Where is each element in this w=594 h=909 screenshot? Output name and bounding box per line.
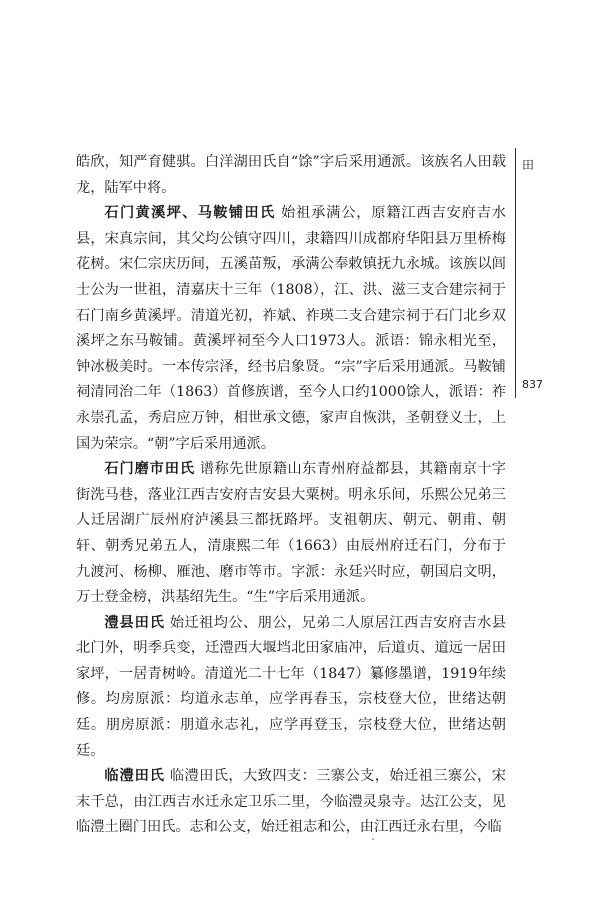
paragraph-shimen-huangxiping — [76, 201, 506, 457]
paragraph-body: 始迁祖均公、朋公，兄弟二人原居江西吉安府吉水县北门外，明季兵变，迁澧西大堰垱北田家庙冲，后道贞、道远一居田家坪，一居青树岭。清道光二十七年（1847）纂修墨谱，1919年续修。均房原派：均道永志单，应学再春玉，宗枝登大位，世绪达朝廷。朋房原派：朋道永志礼，应学再登玉，宗枝登大位，世绪达朝廷。 — [76, 614, 506, 759]
paragraph-heading: 临澧田氏 — [104, 768, 165, 785]
footer-dot — [372, 838, 374, 840]
section-marker: 田 — [522, 158, 535, 172]
paragraph-heading: 石门黄溪坪、马鞍铺田氏 — [104, 205, 276, 222]
paragraph-body: 皓欣，知严育健骐。白洋湖田氏自“馀”字后采用通派。该族名人田载龙，陆军中将。 — [76, 154, 506, 196]
paragraph-continuation — [76, 150, 506, 201]
paragraph-body: 谱称先世原籍山东青州府益都县，其籍南京十字街洗马巷，落业江西吉安府吉安县大粟树。明永乐间，乐熙公兄弟三人迁居湖广辰州府泸溪县三都抚路坪。支祖朝庆、朝元、朝甫、朝轩、朝秀兄弟五人，清康熙二年（1663）由辰州府迁石门，分布于九渡河、杨柳、雁池、磨市等市。字派：永廷兴时应，朝国启文明，万士登金榜，洪基绍先生。“生”字后采用通派。 — [76, 461, 506, 606]
paragraph-lixian — [76, 611, 506, 765]
main-text-column — [76, 150, 506, 841]
paragraph-linli — [76, 764, 506, 841]
paragraph-body: 临澧田氏，大致四支：三寨公支，始迁祖三寨公，宋末千总，由江西吉水迁永定卫乐二里，今临澧灵泉寺。达江公支，见临澧土圈门田氏。志和公支，始迁祖志和公，由江西迁永右里，今临 — [76, 768, 506, 836]
paragraph-body: 始祖承满公，原籍江西吉安府吉水县，宋真宗间，其父均公镇守四川，隶籍四川成都府华阳县万里桥梅花树。宋仁宗庆历间，五溪苗叛，承满公奉敕镇抚九永城。该族以闾士公为一世祖，清嘉庆十三年（1808），江、洪、滋三支合建宗祠于石门南乡黄溪坪。清道光初，祚斌、祚瑛二支合建宗祠于石门北乡双溪坪之东马鞍铺。黄溪坪祠至今人口1973人。派语：锦永相光至，钟冰极美时。一本传宗泽，经书启象贤。“宗”字后采用通派。马鞍铺祠清同治二年（1863）首修族谱，至今人口约1000馀人，派语：祚永崇孔孟，秀启应万钟，相世承文德，家声自恢洪，圣朝登义士，上国为荣宗。“朝”字后采用通派。 — [76, 205, 506, 452]
paragraph-heading: 澧县田氏 — [104, 614, 165, 631]
page-number: 837 — [522, 378, 543, 391]
paragraph-heading: 石门磨市田氏 — [104, 461, 195, 478]
paragraph-shimen-moshi — [76, 457, 506, 611]
margin-divider — [515, 148, 516, 398]
